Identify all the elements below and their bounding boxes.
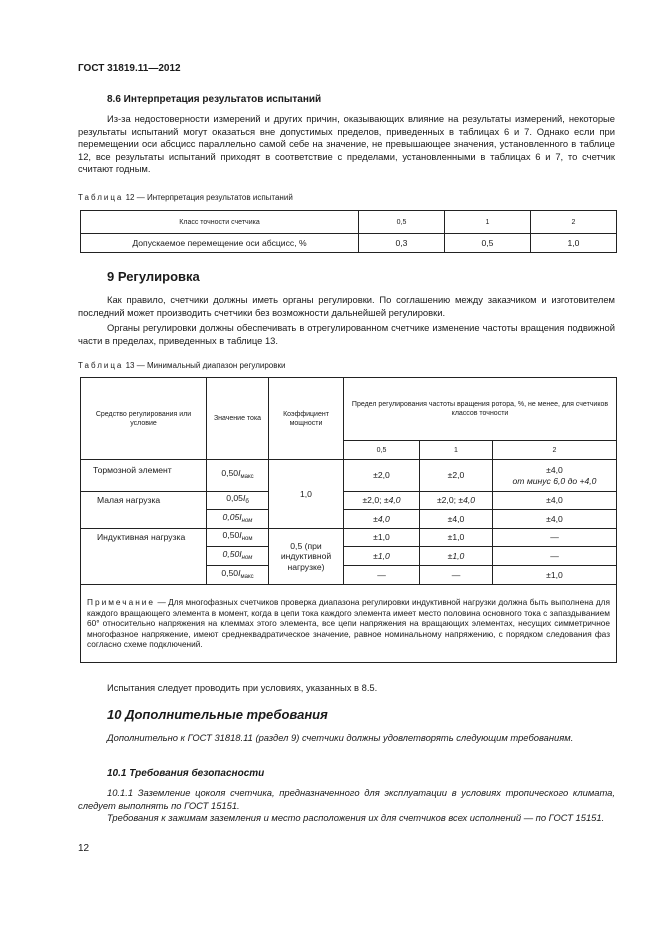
t13-ind-05-1: ±1,0 xyxy=(344,529,420,547)
t13-note-word: Примечание xyxy=(87,597,156,608)
t12-row-05: 0,3 xyxy=(359,234,445,253)
t13-brake-2: ±4,0 от минус 6,0 до +4,0 xyxy=(493,460,617,492)
t13-note-text: — Для многофазных счетчиков проверка диапазона регулировки индуктивной нагрузки должна быть выполнена для каждого вращающего элемента в момент, когда в цепи тока каждого элемента имеет место половина основного тока с запаздыванием 60° относительно напряжения на клеммах этого элемента, все цепи напряжения на вращающих элементах, несущих симметричное многофазное напряжение, имеют среднеквадратическое значение, равное номинальному напряжению, с порядком следования фаз согласно схеме подключений. xyxy=(87,597,611,650)
table-12 xyxy=(80,210,617,253)
section-9-p1: Как правило, счетчики должны иметь органы регулировки. По соглашению между заказчиком и изготовителем последний может производить счетчики без возможности дальнейшей регулировки. xyxy=(78,294,615,318)
t13-small-current-2: $0,05I_{ном}$ xyxy=(207,510,269,529)
t13-brake-label: Тормозной элемент xyxy=(81,460,207,492)
t13-head-limit: Предел регулирования частоты вращения ротора, %, не менее, для счетчиков классов точности xyxy=(344,378,617,441)
t13-ind-2-2: — xyxy=(493,547,617,566)
table-13 xyxy=(80,377,617,663)
t13-small-label: Малая нагрузка xyxy=(81,492,207,529)
t13-head-means: Средство регулирования или условие xyxy=(81,378,207,460)
t13-ind-2-3: ±1,0 xyxy=(493,566,617,585)
section-10-title: 10 Дополнительные требования xyxy=(107,707,328,722)
t12-head-05: 0,5 xyxy=(359,211,445,234)
table-12-caption-word: Таблица xyxy=(78,193,124,202)
section-8-6-title: 8.6 Интерпретация результатов испытаний xyxy=(107,94,322,105)
t13-ind-current-1: $0,50I_{ном}$ xyxy=(207,529,269,547)
t13-pf-1-0: 1,0 xyxy=(269,460,344,529)
table-13-caption-rest: 13 — Минимальный диапазон регулировки xyxy=(123,361,286,370)
t13-small-05-1: ±2,0; ±4,0 xyxy=(344,492,420,510)
t13-brake-05: ±2,0 xyxy=(344,460,420,492)
t13-head-2: 2 xyxy=(493,441,617,460)
t13-head-current: Значение тока xyxy=(207,378,269,460)
t13-pf-0-5: 0,5 (при индуктивной нагрузке) xyxy=(269,529,344,585)
t13-head-05: 0,5 xyxy=(344,441,420,460)
table-12-caption xyxy=(78,193,293,202)
section-9-title: 9 Регулировка xyxy=(107,269,200,284)
after-table-text: Испытания следует проводить при условиях, указанных в 8.5. xyxy=(107,682,378,693)
t13-inductive-label: Индуктивная нагрузка xyxy=(81,529,207,585)
t13-ind-1-2: ±1,0 xyxy=(420,547,493,566)
t12-row-2: 1,0 xyxy=(531,234,617,253)
t13-ind-05-2: ±1,0 xyxy=(344,547,420,566)
t13-small-2-1: ±4,0 xyxy=(493,492,617,510)
t13-head-pf: Коэффициент мощности xyxy=(269,378,344,460)
t13-ind-2-1: — xyxy=(493,529,617,547)
section-10-1-1-text: 10.1.1 Заземление цоколя счетчика, предназначенного для эксплуатации в условиях тропического климата, следует выполнять по ГОСТ 15151. xyxy=(78,787,615,811)
table-13-caption-word: Таблица xyxy=(78,361,124,370)
section-10-text: Дополнительно к ГОСТ 31818.11 (раздел 9) счетчики должны удовлетворять следующим требованиям. xyxy=(107,732,574,743)
section-9-p2: Органы регулировки должны обеспечивать в отрегулированном счетчике изменение частоты вращения подвижной части в пределах, приведенных в таблице 13. xyxy=(78,322,615,346)
table-12-caption-rest: 12 — Интерпретация результатов испытаний xyxy=(123,193,293,202)
t13-brake-1: ±2,0 xyxy=(420,460,493,492)
t13-ind-1-1: ±1,0 xyxy=(420,529,493,547)
t13-small-current-1: $0,05I_б$ xyxy=(207,492,269,510)
t13-small-1-2: ±4,0 xyxy=(420,510,493,529)
t13-ind-current-3: $0,50I_{макс}$ xyxy=(207,566,269,585)
page-number: 12 xyxy=(78,843,90,854)
t12-row-1: 0,5 xyxy=(445,234,531,253)
t13-head-1: 1 xyxy=(420,441,493,460)
t12-row-label: Допускаемое перемещение оси абсцисс, % xyxy=(81,234,359,253)
t13-note xyxy=(81,585,617,663)
table-13-caption xyxy=(78,361,285,370)
t13-ind-current-2: $0,50I_{ном}$ xyxy=(207,547,269,566)
document-header: ГОСТ 31819.11—2012 xyxy=(78,63,181,74)
section-10-1-title: 10.1 Требования безопасности xyxy=(107,768,265,779)
t13-small-1-1: ±2,0; ±4,0 xyxy=(420,492,493,510)
t13-brake-current: $0,50I_{макс}$ xyxy=(207,460,269,492)
t13-ind-1-3: — xyxy=(420,566,493,585)
section-10-1-1-text-2: Требования к зажимам заземления и место расположения их для счетчиков всех исполнений — по ГОСТ 15151. xyxy=(107,812,605,823)
t12-head-1: 1 xyxy=(445,211,531,234)
t13-ind-05-3: — xyxy=(344,566,420,585)
t12-head-class: Класс точности счетчика xyxy=(81,211,359,234)
t13-small-05-2: ±4,0 xyxy=(344,510,420,529)
t13-small-2-2: ±4,0 xyxy=(493,510,617,529)
section-8-6-text: Из-за недостоверности измерений и других причин, оказывающих влияние на результаты измерений, некоторые результаты испытаний могут оказаться вне допустимых пределов, приведенных в таблицах 6 и 7. Однако если при перемещении оси абсцисс параллельно самой себе на значение, не превышающее значения, установленного в таблице 12, все результаты испытаний приходят в соответствие с пределами, установленными в таблицах 6 и 7, то счетчик считают годным. xyxy=(78,113,615,175)
t12-head-2: 2 xyxy=(531,211,617,234)
